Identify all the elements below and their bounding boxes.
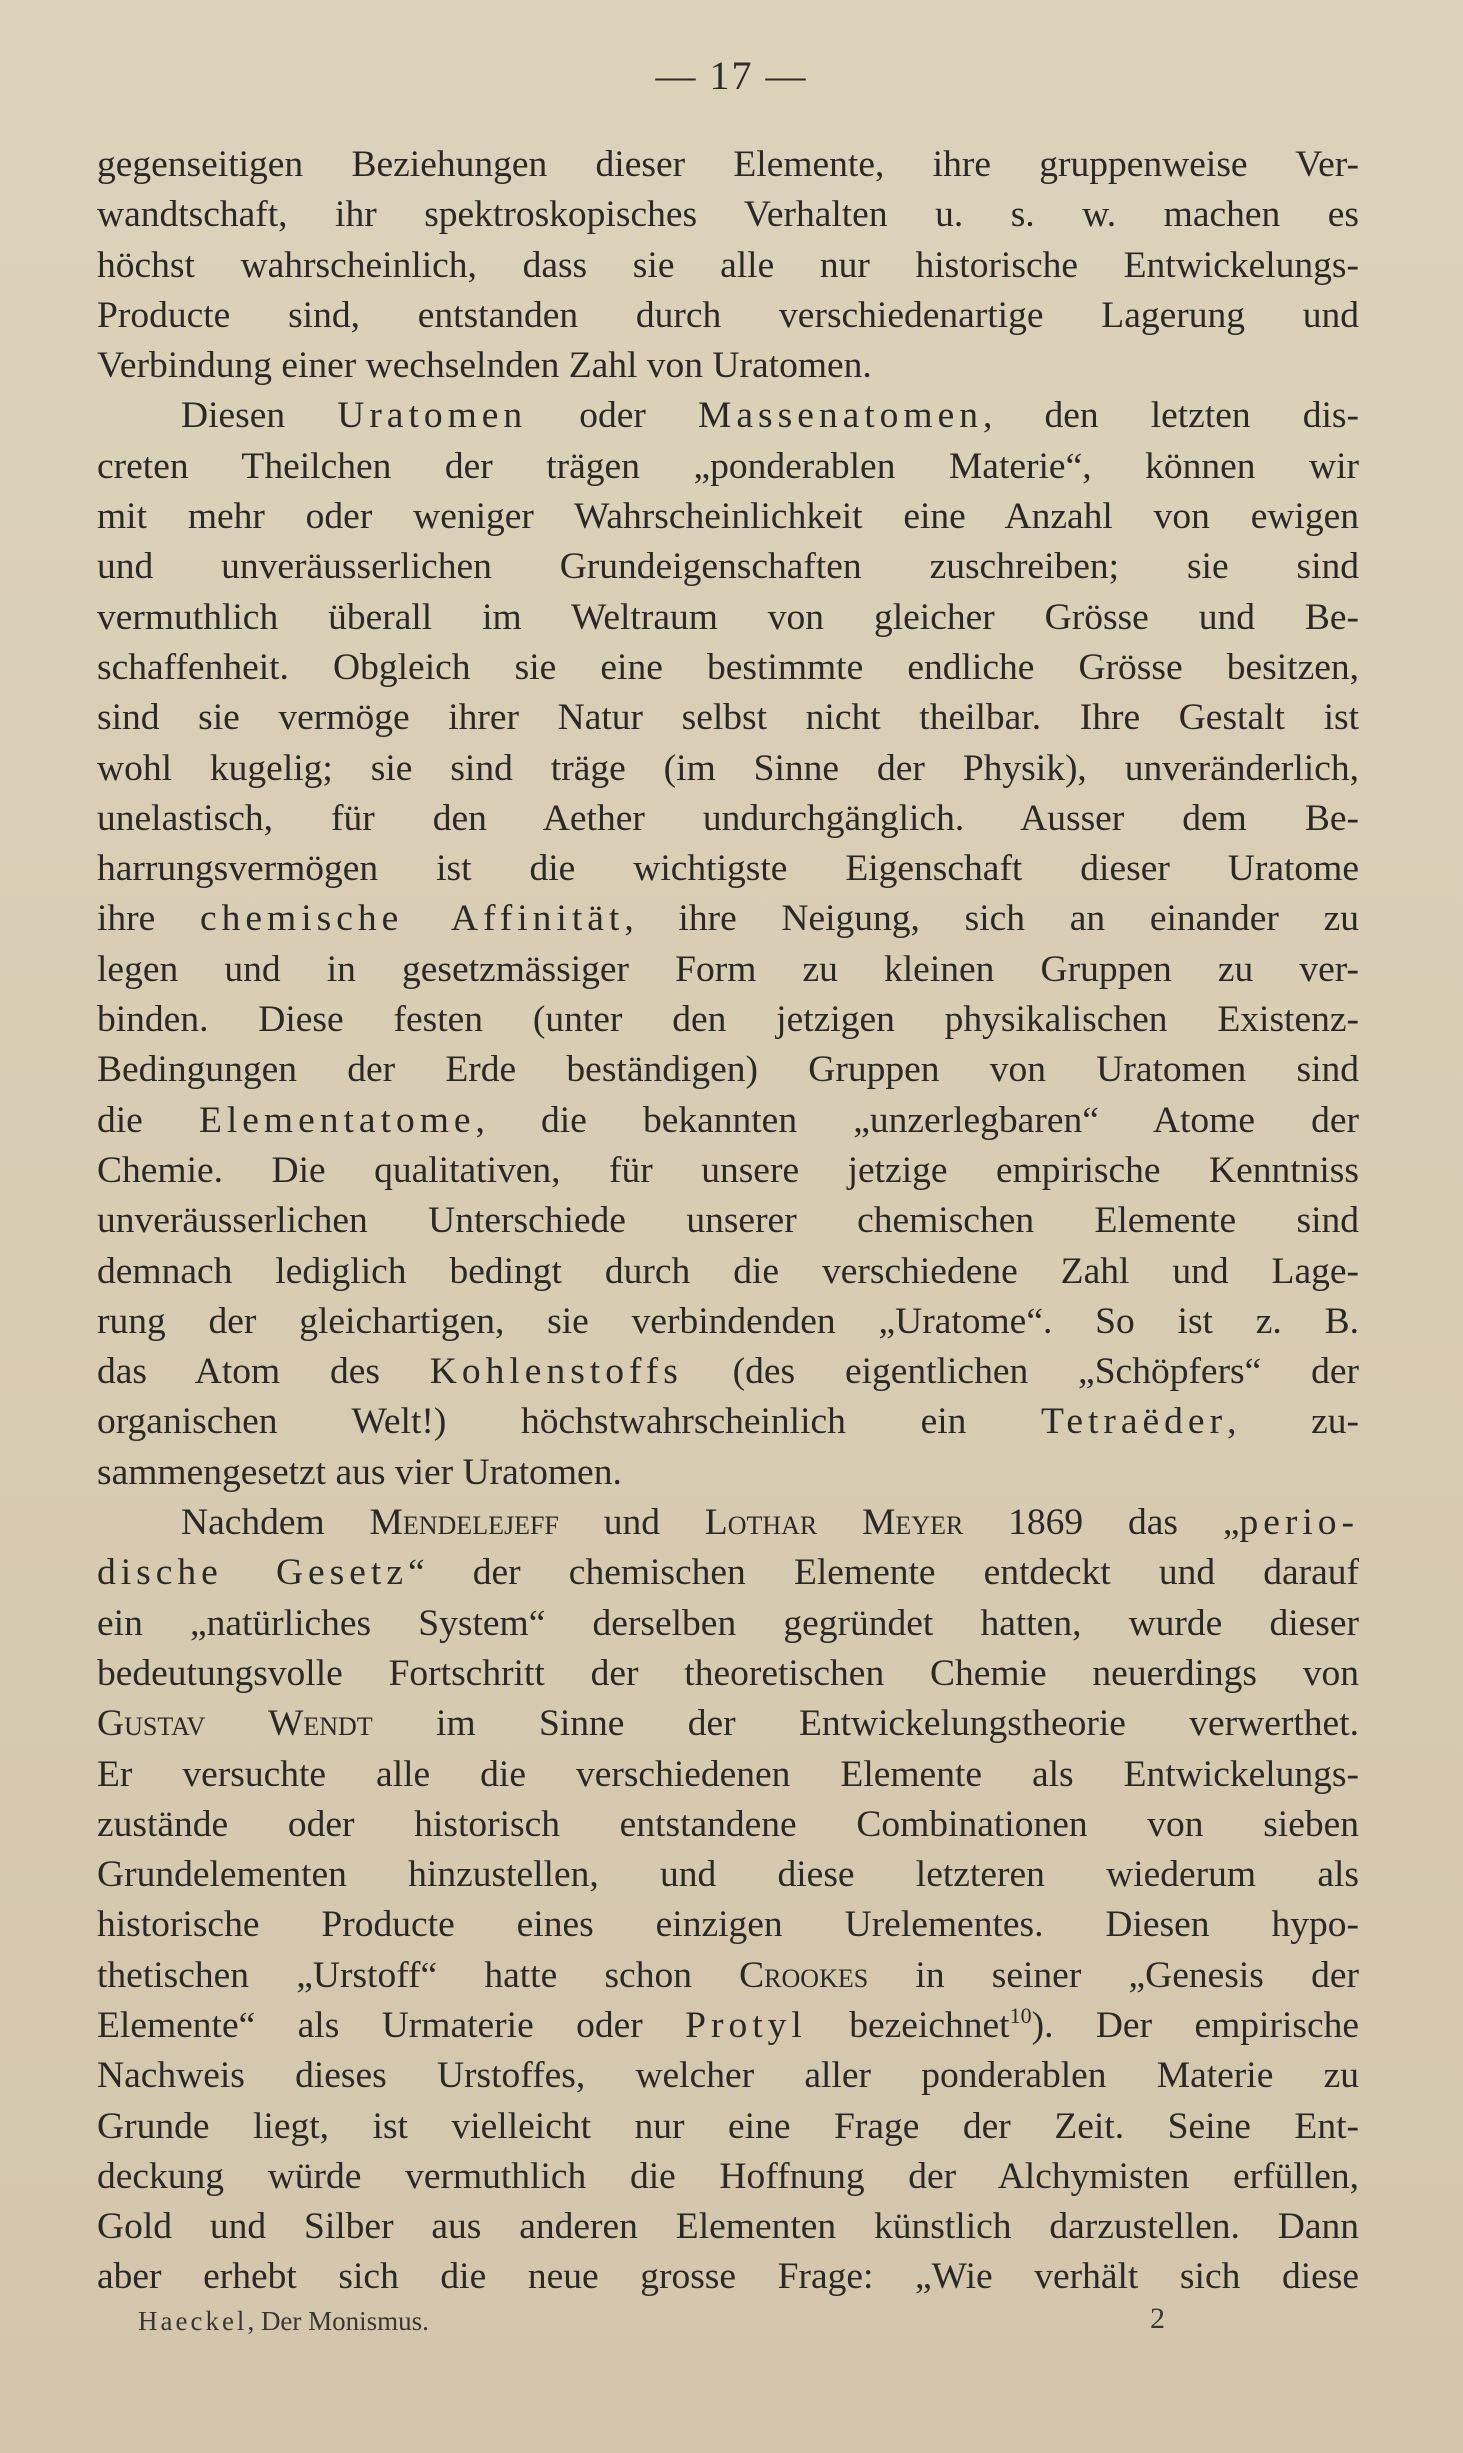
text-line [97,492,1359,542]
text-run: Elementatome [198,1099,476,1141]
text-run: organischen Welt!) höchstwahrscheinlich ein [97,1401,1042,1443]
text-line [97,1800,1359,1850]
text-run: unveräusserlichen Unterschiede unserer chemischen Elemente sind [97,1200,1359,1242]
text-line [97,844,1359,894]
text-run: rung der gleichartigen, sie verbindenden „Uratome“. So ist z. B. [97,1300,1359,1342]
text-run: zustände oder historisch entstandene Combinationen von sieben [97,1803,1359,1845]
text-run: aber erhebt sich die neue grosse Frage: „Wie verhält sich diese [97,2256,1359,2298]
text-run: Crookes [739,1954,869,1996]
text-run: Tetraëder [1041,1401,1228,1443]
text-line [97,1699,1359,1749]
text-line [97,1900,1359,1950]
text-run: und [558,1502,705,1544]
text-run: Lothar Meyer [704,1502,964,1544]
footer-title: , Der Monismus. [247,2306,429,2336]
text-run: schaffenheit. Obgleich sie eine bestimmte endliche Grösse besitzen, [97,646,1359,688]
text-line [97,794,1359,844]
text-line [97,1096,1359,1146]
text-line [97,140,1359,190]
text-line [97,190,1359,240]
text-run: Nachdem [181,1502,370,1544]
text-run: bedeutungsvolle Fortschritt der theoretischen Chemie neuerdings von [97,1652,1359,1694]
text-run: die [97,1099,199,1141]
text-line [97,1951,1359,2001]
text-line [97,1850,1359,1900]
text-line [97,1247,1359,1297]
text-line [97,442,1359,492]
text-run: Er versuchte alle die verschiedenen Elemente als Entwickelungs- [97,1753,1359,1795]
text-run: Gustav Wendt [97,1703,373,1745]
text-line [97,2051,1359,2101]
text-line [97,1548,1359,1598]
text-run: binden. Diese festen (unter den jetzigen physikalischen Existenz- [97,999,1359,1041]
text-run: Diesen [181,395,338,437]
text-run: Producte sind, entstanden durch verschiedenartige Lagerung und [97,294,1359,336]
text-line [97,1498,1359,1548]
text-run: Grunde liegt, ist vielleicht nur eine Frage der Zeit. Seine Ent- [97,2105,1359,2147]
text-run: Kohlenstoffs [429,1351,683,1393]
text-line [97,1045,1359,1095]
page-number: — 17 — [655,53,808,98]
text-run: ihre [97,898,200,940]
text-run: bezeichnet [806,2004,1010,2046]
text-line [97,241,1359,291]
text-run: Nachweis dieses Urstoffes, welcher aller ponderablen Materie zu [97,2055,1359,2097]
text-line [97,1397,1359,1447]
footnote-ref: 10 [1009,2002,1032,2028]
text-line [97,1649,1359,1699]
text-line [97,1196,1359,1246]
text-line [97,341,1359,391]
text-run: im Sinne der Entwickelungstheorie verwerthet. [372,1703,1359,1745]
text-line [97,643,1359,693]
text-run: ein „natürliches System“ derselben gegründet hatten, wurde dieser [97,1602,1359,1644]
text-line [97,1448,1359,1498]
text-line [97,593,1359,643]
text-run: wohl kugelig; sie sind träge (im Sinne der Physik), unveränderlich, [97,747,1359,789]
text-line [97,291,1359,341]
text-run: , zu- [1227,1401,1359,1443]
text-line [97,1146,1359,1196]
page-footer [138,2302,1165,2337]
text-run: Mendelejeff [369,1502,559,1544]
text-run: creten Theilchen der trägen „ponderablen Materie“, können wir [97,445,1359,487]
text-line [97,2252,1359,2302]
text-run: Verbindung einer wechselnden Zahl von Uratomen. [97,345,872,387]
text-run: historische Producte eines einzigen Urelementes. Diesen hypo- [97,1904,1359,1946]
text-line [97,2202,1359,2252]
text-line [97,894,1359,944]
text-run: Gold und Silber aus anderen Elementen künstlich darzustellen. Dann [97,2206,1359,2248]
text-run: wandtschaft, ihr spektroskopisches Verhalten u. s. w. machen es [97,194,1359,236]
text-run: und unveräusserlichen Grundeigenschaften zuschreiben; sie sind [97,546,1359,588]
text-line [97,945,1359,995]
text-run: Bedingungen der Erde beständigen) Gruppen von Uratomen sind [97,1049,1359,1091]
text-line [97,744,1359,794]
text-run: thetischen „Urstoff“ hatte schon [97,1954,740,1996]
text-line [97,1347,1359,1397]
signature-mark: 2 [1150,2302,1165,2335]
text-run: ). Der empirische [1031,2004,1359,2046]
text-run: sammengesetzt aus vier Uratomen. [97,1451,622,1493]
text-run: in seiner „Genesis der [868,1954,1359,1996]
text-run: Massenatomen [698,395,983,437]
text-run: deckung würde vermuthlich die Hoffnung der Alchymisten erfüllen, [97,2155,1359,2197]
text-line [97,1297,1359,1347]
text-line [97,2001,1359,2051]
text-run: gegenseitigen Beziehungen dieser Elemente, ihre gruppenweise Ver- [97,144,1359,185]
text-run: , die bekannten „unzerlegbaren“ Atome der [475,1099,1359,1141]
text-run: Chemie. Die qualitativen, für unsere jetzige empirische Kenntniss [97,1149,1359,1191]
text-run: vermuthlich überall im Weltraum von gleicher Grösse und Be- [97,596,1359,638]
text-run: Uratomen [337,395,528,437]
text-line [97,1599,1359,1649]
text-run: Elemente“ als Urmaterie oder [97,2004,686,2046]
text-line [97,2152,1359,2202]
text-run: legen und in gesetzmässiger Form zu kleinen Gruppen zu ver- [97,948,1359,990]
text-run: “ der chemischen Elemente entdeckt und darauf [407,1552,1360,1594]
text-line [97,693,1359,743]
text-run: höchst wahrscheinlich, dass sie alle nur historische Entwickelungs- [97,244,1359,286]
text-run: sind sie vermöge ihrer Natur selbst nicht theilbar. Ihre Gestalt ist [97,697,1359,739]
text-run: Grundelementen hinzustellen, und diese letzteren wiederum als [97,1854,1359,1896]
text-run: chemische Affinität [200,898,625,940]
text-run: , den letzten dis- [982,395,1359,437]
text-line [97,2102,1359,2152]
text-run: das Atom des [97,1351,430,1393]
text-run: demnach lediglich bedingt durch die verschiedene Zahl und Lage- [97,1250,1359,1292]
text-run: unelastisch, für den Aether undurchgänglich. Ausser dem Be- [97,797,1359,839]
text-run: dische Gesetz [97,1552,408,1594]
text-run: oder [527,395,699,437]
text-line [97,995,1359,1045]
text-line [97,1750,1359,1800]
text-run: Protyl [685,2004,807,2046]
text-line [97,542,1359,592]
text-run: 1869 das „ [963,1502,1240,1544]
text-line [97,391,1359,441]
text-run: mit mehr oder weniger Wahrscheinlichkeit eine Anzahl von ewigen [97,496,1359,538]
text-run: (des eigentlichen „Schöpfers“ der [682,1351,1359,1393]
text-run: , ihre Neigung, sich an einander zu [624,898,1359,940]
text-run: harrungsvermögen ist die wichtigste Eigenschaft dieser Uratome [97,848,1359,890]
text-run: perio- [1239,1502,1360,1544]
body-text [97,140,1359,2303]
footer-author: Haeckel [138,2306,248,2336]
